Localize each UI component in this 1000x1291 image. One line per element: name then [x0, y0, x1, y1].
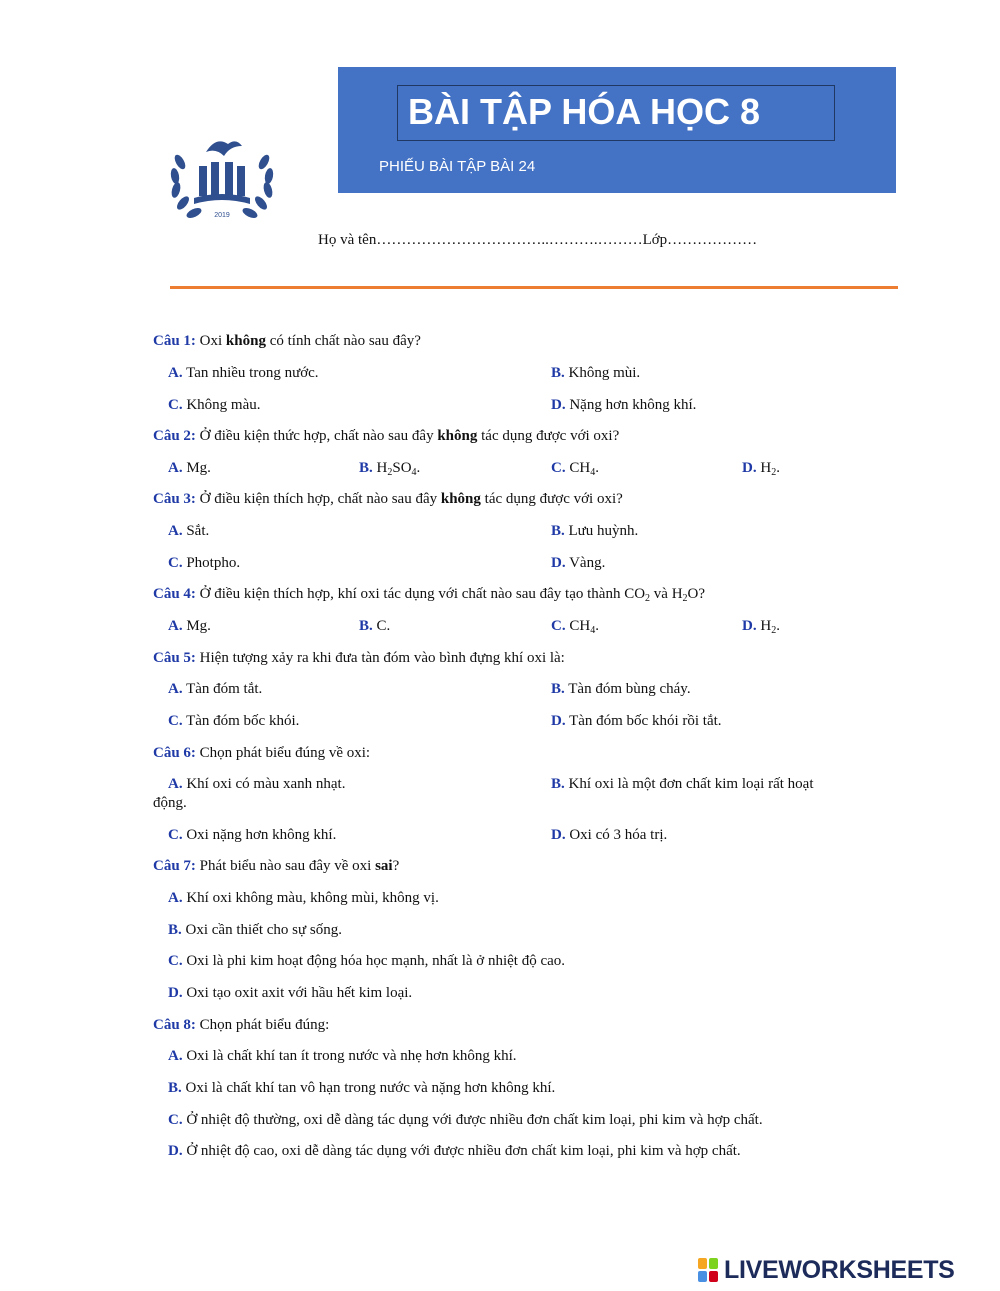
option-6c[interactable]: C. Oxi nặng hơn không khí.: [168, 827, 337, 843]
option-7b[interactable]: B. Oxi cần thiết cho sự sống.: [168, 922, 342, 938]
question-5: Câu 5: Hiện tượng xảy ra khi đưa tàn đóm vào bình đựng khí oxi là:: [153, 650, 565, 666]
option-8b[interactable]: B. Oxi là chất khí tan vô hạn trong nước và nặng hơn không khí.: [168, 1080, 556, 1096]
liveworksheets-logo-text: LIVEWORKSHEETS: [724, 1256, 955, 1284]
page-subtitle: PHIẾU BÀI TẬP BÀI 24: [379, 158, 536, 175]
question-4: Câu 4: Ở điều kiện thích hợp, khí oxi tác dụng với chất nào sau đây tạo thành $CO_2$ và $H_2O$?: [153, 586, 706, 604]
option-6a[interactable]: A. Khí oxi có màu xanh nhạt.: [168, 776, 346, 792]
option-4a[interactable]: A. Mg.: [168, 618, 211, 634]
title-box: [397, 85, 835, 141]
option-1d[interactable]: D. Nặng hơn không khí.: [551, 397, 697, 413]
option-2c[interactable]: C. $CH_4$.: [551, 460, 599, 478]
option-6d[interactable]: D. Oxi có 3 hóa trị.: [551, 827, 668, 843]
question-1: Câu 1: Oxi không có tính chất nào sau đây?: [153, 333, 421, 349]
liveworksheets-brand[interactable]: [698, 1256, 994, 1284]
option-7c[interactable]: C. Oxi là phi kim hoạt động hóa học mạnh, nhất là ở nhiệt độ cao.: [168, 953, 566, 969]
option-3a[interactable]: A. Sắt.: [168, 523, 210, 539]
option-5b[interactable]: B. Tàn đóm bùng cháy.: [551, 681, 691, 697]
option-5a[interactable]: A. Tàn đóm tắt.: [168, 681, 263, 697]
option-3d[interactable]: D. Vàng.: [551, 555, 606, 571]
option-7a[interactable]: A. Khí oxi không màu, không mùi, không vị.: [168, 890, 439, 906]
option-2b[interactable]: B. $H_2SO_4$.: [359, 460, 421, 478]
student-info-line[interactable]: Họ và tên……………………………..……….………Lớp………………: [318, 232, 758, 248]
option-5c[interactable]: C. Tàn đóm bốc khói.: [168, 713, 300, 729]
school-logo: [166, 132, 278, 228]
option-1b[interactable]: B. Không mùi.: [551, 365, 641, 381]
question-7: Câu 7: Phát biểu nào sau đây về oxi sai?: [153, 858, 400, 874]
svg-text:2019: 2019: [214, 212, 230, 219]
question-8: Câu 8: Chọn phát biểu đúng:: [153, 1017, 330, 1033]
option-3c[interactable]: C. Photpho.: [168, 555, 241, 571]
option-5d[interactable]: D. Tàn đóm bốc khói rồi tắt.: [551, 713, 722, 729]
option-6b-wrap: động.: [153, 795, 187, 811]
divider-rule: [170, 286, 898, 289]
option-8a[interactable]: A. Oxi là chất khí tan ít trong nước và nhẹ hơn không khí.: [168, 1048, 517, 1064]
option-6b[interactable]: B. Khí oxi là một đơn chất kim loại rất hoạt: [551, 776, 814, 792]
option-8d[interactable]: D. Ở nhiệt độ cao, oxi dễ dàng tác dụng với được nhiều đơn chất kim loại, phi kim và hợp chất.: [168, 1143, 741, 1159]
header-banner: [338, 67, 896, 193]
liveworksheets-icon: [698, 1258, 720, 1282]
option-2d[interactable]: D. $H_2$.: [742, 460, 780, 478]
question-6: Câu 6: Chọn phát biểu đúng về oxi:: [153, 745, 371, 761]
option-4c[interactable]: C. $CH_4$.: [551, 618, 599, 636]
option-8c[interactable]: C. Ở nhiệt độ thường, oxi dễ dàng tác dụng với được nhiều đơn chất kim loại, phi kim và hợp chất.: [168, 1112, 763, 1128]
option-4b[interactable]: B. C.: [359, 618, 391, 634]
question-2: Câu 2: Ở điều kiện thức hợp, chất nào sau đây không tác dụng được với oxi?: [153, 428, 620, 444]
option-4d[interactable]: D. $H_2$.: [742, 618, 780, 636]
page-title: BÀI TẬP HÓA HỌC 8: [408, 91, 761, 132]
option-7d[interactable]: D. Oxi tạo oxit axit với hầu hết kim loại.: [168, 985, 413, 1001]
option-2a[interactable]: A. Mg.: [168, 460, 211, 476]
question-3: Câu 3: Ở điều kiện thích hợp, chất nào sau đây không tác dụng được với oxi?: [153, 491, 623, 507]
option-1a[interactable]: A. Tan nhiều trong nước.: [168, 365, 319, 381]
option-3b[interactable]: B. Lưu huỳnh.: [551, 523, 639, 539]
option-1c[interactable]: C. Không màu.: [168, 397, 261, 413]
